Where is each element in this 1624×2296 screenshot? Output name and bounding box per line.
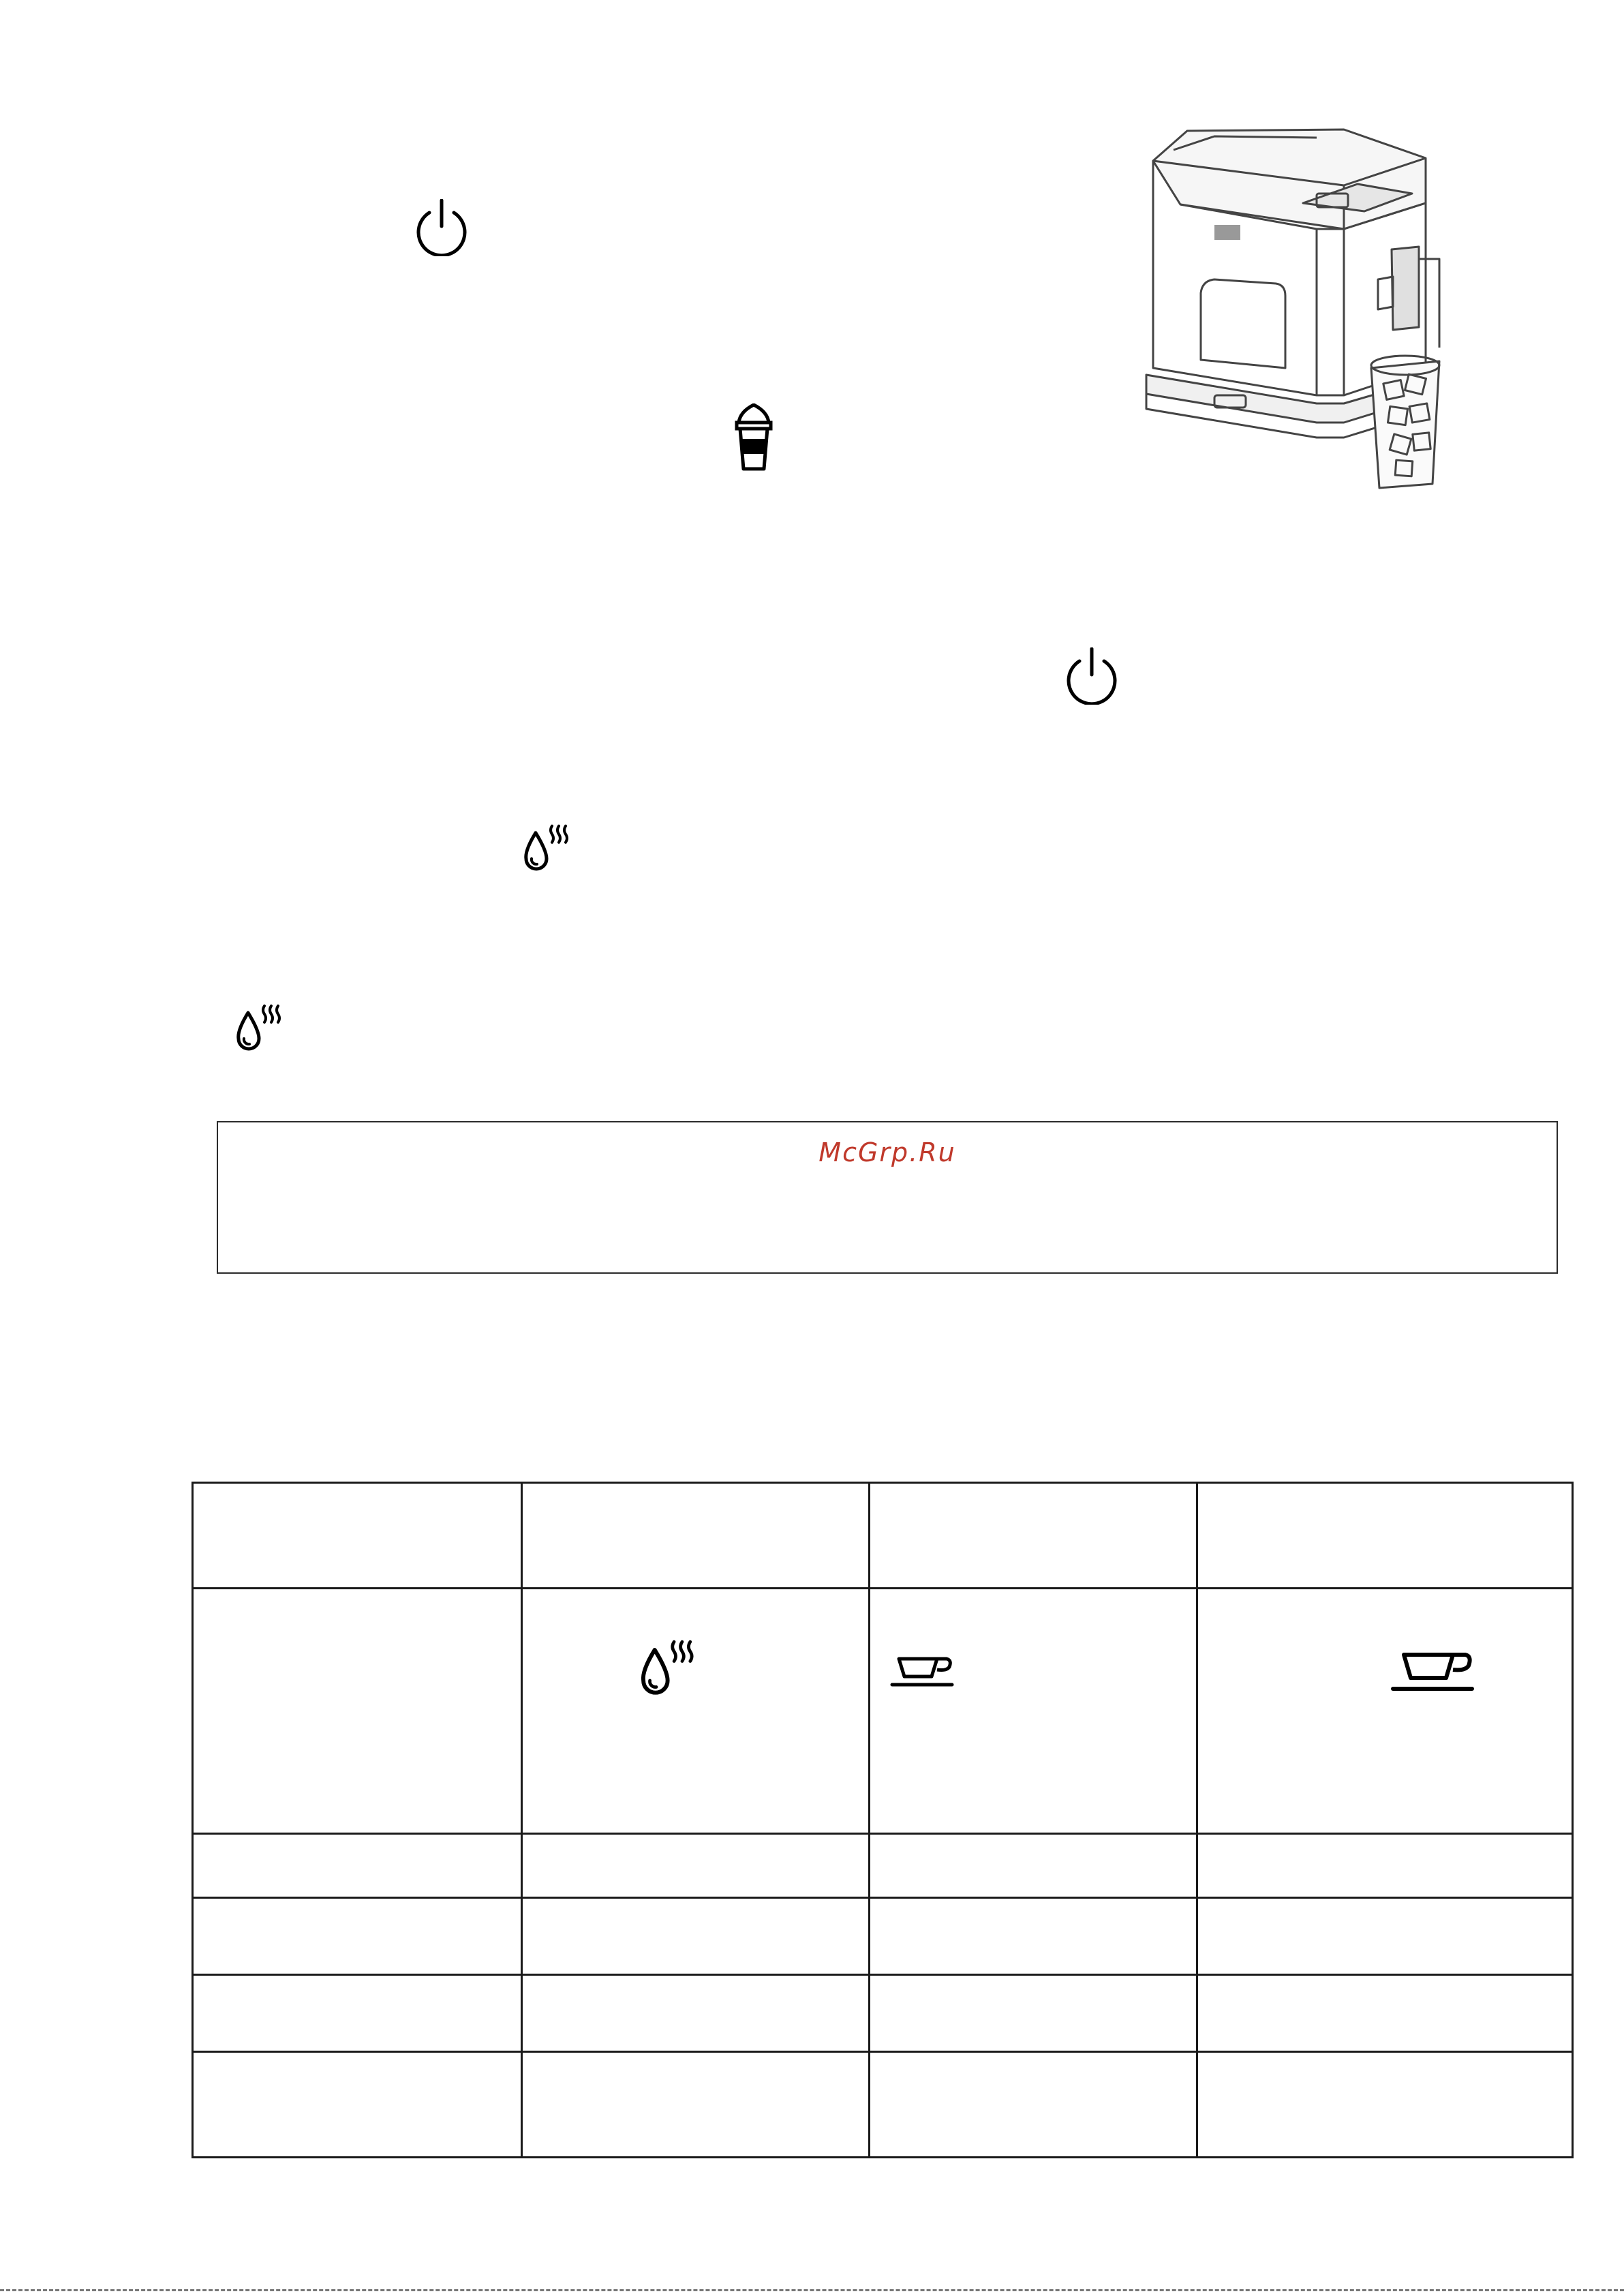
power-icon [1063,647,1120,705]
table-cell [870,1975,1197,2052]
table-cell [193,1898,522,1975]
coffee-machine-illustration [1139,123,1467,493]
power-icon [413,199,470,256]
table-cell [870,1898,1197,1975]
table-cell [522,1483,870,1589]
table-row [193,1589,1573,1834]
table-cell [1197,1898,1573,1975]
table-row [193,2052,1573,2158]
hot-water-icon [522,823,574,872]
hot-water-icon [639,1638,700,1697]
large-cup-icon [1390,1647,1475,1696]
takeaway-cup-icon [735,403,773,472]
watermark: McGrp.Ru [818,1137,956,1167]
table-row [193,1898,1573,1975]
table-cell [522,1834,870,1898]
table-row [193,1975,1573,2052]
note-box [217,1121,1558,1274]
table-cell [1197,2052,1573,2158]
table-cell [193,1975,522,2052]
table-cell [870,1834,1197,1898]
table-cell [1197,1483,1573,1589]
table-cell [193,1834,522,1898]
table-row [193,1483,1573,1589]
table-cell [522,1898,870,1975]
table-cell [522,1589,870,1834]
table-cell [870,2052,1197,2158]
table-cell [870,1483,1197,1589]
table-row [193,1834,1573,1898]
table-cell [193,2052,522,2158]
table-cell [522,1975,870,2052]
table-cell [193,1589,522,1834]
table-cell [870,1589,1197,1834]
table-cell [1197,1975,1573,2052]
hot-water-icon [234,1003,286,1052]
table-cell [522,2052,870,2158]
table-cell [1197,1589,1573,1834]
page-bottom-rule [0,2289,1624,2291]
settings-table [191,1482,1574,2158]
table-cell [193,1483,522,1589]
table-cell [1197,1834,1573,1898]
small-cup-icon [889,1652,955,1690]
